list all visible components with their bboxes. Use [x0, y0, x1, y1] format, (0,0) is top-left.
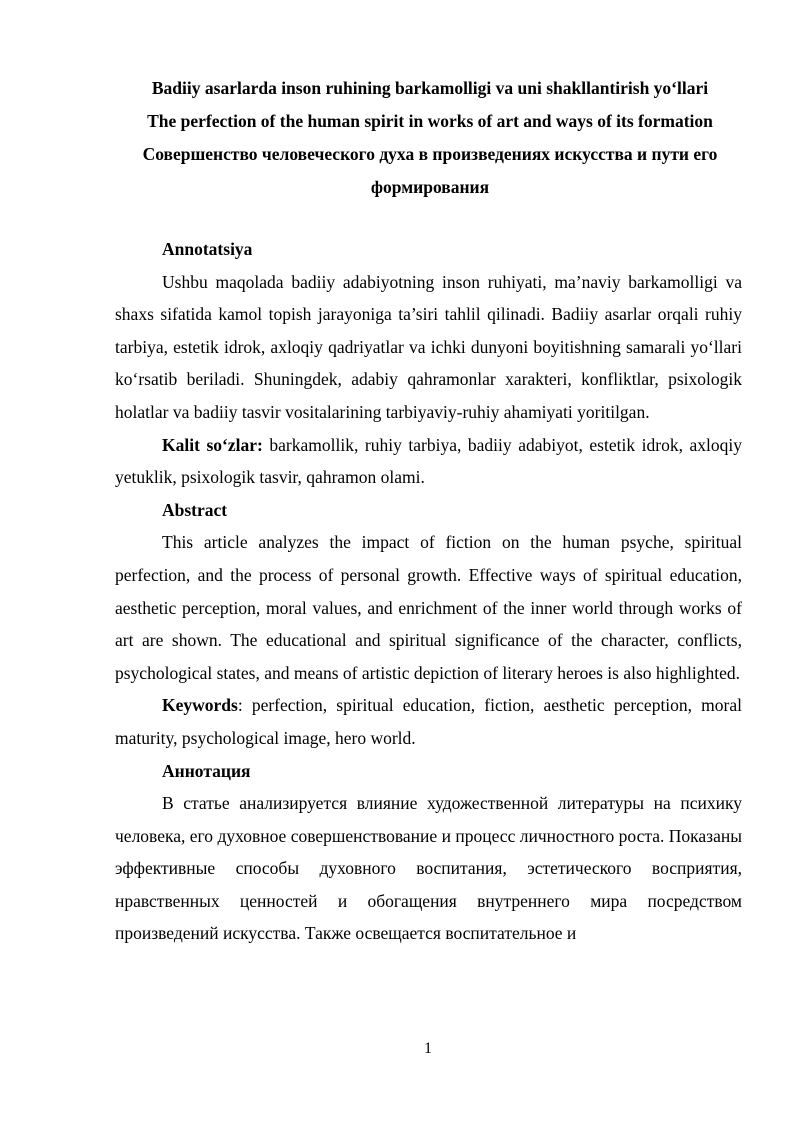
keywords-uz-label: Kalit so‘zlar: — [162, 434, 263, 455]
abstract-en-text: This article analyzes the impact of fiction on the human psyche, spiritual perfection, and the process of personal growth. Effective ways of spiritual education, aesthetic perception, moral values, and enrichment of the inner world through works of art are shown. The educational and spiritual significance of the character, conflicts, psychological states, and means of artistic depiction of literary heroes is also highlighted. — [115, 532, 742, 683]
annotation-uz-text: Ushbu maqolada badiiy adabiyotning inson ruhiyati, ma’naviy barkamolligi va shaxs sifatida kamol topish jarayoniga ta’siri tahlil qilinadi. Badiiy asarlar orqali ruhiy tarbiya, estetik idrok, axloqiy qadriyatlar va ichki dunyoni boyitishning samarali yo‘llari ko‘rsatib beriladi. Shuningdek, adabiy qahramonlar xarakteri, konfliktlar, psixologik holatlar va badiiy tasvir vositalarining tarbiyaviy-ruhiy ahamiyati yoritilgan. — [115, 271, 742, 422]
article-title — [100, 72, 760, 204]
annotation-ru-heading: Аннотация — [162, 760, 251, 781]
title-english: The perfection of the human spirit in works of art and ways of its formation — [147, 111, 713, 131]
annotation-ru-text: В статье анализируется влияние художественной литературы на психику человека, его духовное совершенствование и процесс личностного роста. Показаны эффективные способы духовного воспитания, эстетического восприятия, нравственных ценностей и обогащения внутреннего мира посредством произведений искусства. Также освещается воспитательное и — [115, 793, 742, 944]
article-body — [115, 233, 742, 950]
keywords-en-paragraph — [115, 689, 742, 754]
page-number: 1 — [424, 1040, 432, 1057]
abstract-en-heading: Abstract — [162, 499, 228, 520]
keywords-uz-paragraph — [115, 429, 742, 494]
keywords-en-label: Keywords — [162, 695, 238, 716]
title-russian-continued: формирования — [370, 177, 490, 197]
annotation-uz-heading: Annotatsiya — [162, 239, 253, 259]
keywords-uz-text: barkamollik, ruhiy tarbiya, badiiy adabiyot, estetik idrok, axloqiy yetuklik, psixologik tasvir, qahramon olami. — [115, 434, 743, 488]
keywords-en-text: : perfection, spiritual education, fiction, aesthetic perception, moral maturity, psychological image, hero world. — [115, 695, 742, 748]
title-russian: Совершенство человеческого духа в произведениях искусства и пути его — [142, 144, 718, 164]
title-uzbek: Badiiy asarlarda inson ruhining barkamolligi va uni shakllantirish yo‘llari — [151, 78, 709, 98]
